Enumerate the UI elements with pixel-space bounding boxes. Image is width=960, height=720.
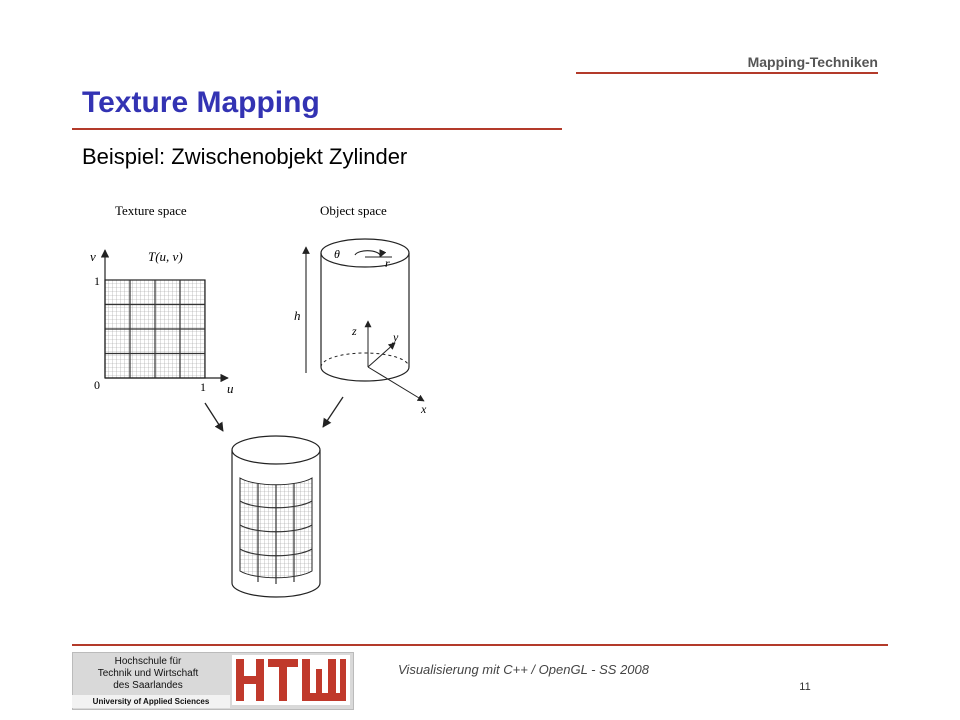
htw-logo-mark bbox=[232, 655, 350, 705]
y-axis-label: y bbox=[393, 330, 399, 344]
y-axis-arrow bbox=[368, 343, 395, 367]
tick-v-1: 1 bbox=[94, 274, 100, 288]
x-axis-arrow bbox=[368, 367, 424, 401]
axis-u-label: u bbox=[227, 381, 234, 396]
cylinder-bottom-back bbox=[321, 353, 409, 367]
object-space-label: Object space bbox=[320, 203, 387, 218]
title-rule bbox=[72, 128, 562, 130]
x-axis-label: x bbox=[421, 402, 427, 416]
theta-label: θ bbox=[334, 247, 340, 261]
cylinder-mapping-figure bbox=[80, 195, 450, 615]
tick-origin: 0 bbox=[94, 378, 100, 392]
arrow-texture-to-result bbox=[205, 403, 223, 431]
theta-arc bbox=[355, 251, 380, 257]
footer-rule bbox=[72, 644, 888, 646]
logo-text: Hochschule für Technik und Wirtschaft des Saarlandes bbox=[97, 656, 199, 691]
cylinder-bottom-front bbox=[321, 367, 409, 381]
section-header: Mapping-Techniken bbox=[747, 54, 878, 70]
z-axis-label: z bbox=[352, 324, 357, 338]
header-rule bbox=[576, 72, 878, 74]
arrow-object-to-result bbox=[323, 397, 343, 427]
axis-v-label: v bbox=[90, 249, 96, 264]
tick-u-1: 1 bbox=[200, 380, 206, 394]
logo-subtitle: University of Applied Sciences bbox=[72, 695, 230, 708]
result-cylinder-top bbox=[232, 436, 320, 464]
course-footer: Visualisierung mit C++ / OpenGL - SS 2008 bbox=[398, 662, 649, 677]
radius-label: r bbox=[385, 256, 390, 270]
texture-function-label: T(u, v) bbox=[148, 249, 183, 264]
slide-title: Texture Mapping bbox=[82, 86, 320, 119]
height-label: h bbox=[294, 308, 301, 323]
page-number: 11 bbox=[799, 681, 811, 693]
htw-logo-icon bbox=[232, 655, 350, 705]
texture-space-label: Texture space bbox=[115, 203, 187, 218]
slide-subtitle: Beispiel: Zwischenobjekt Zylinder bbox=[82, 144, 408, 169]
